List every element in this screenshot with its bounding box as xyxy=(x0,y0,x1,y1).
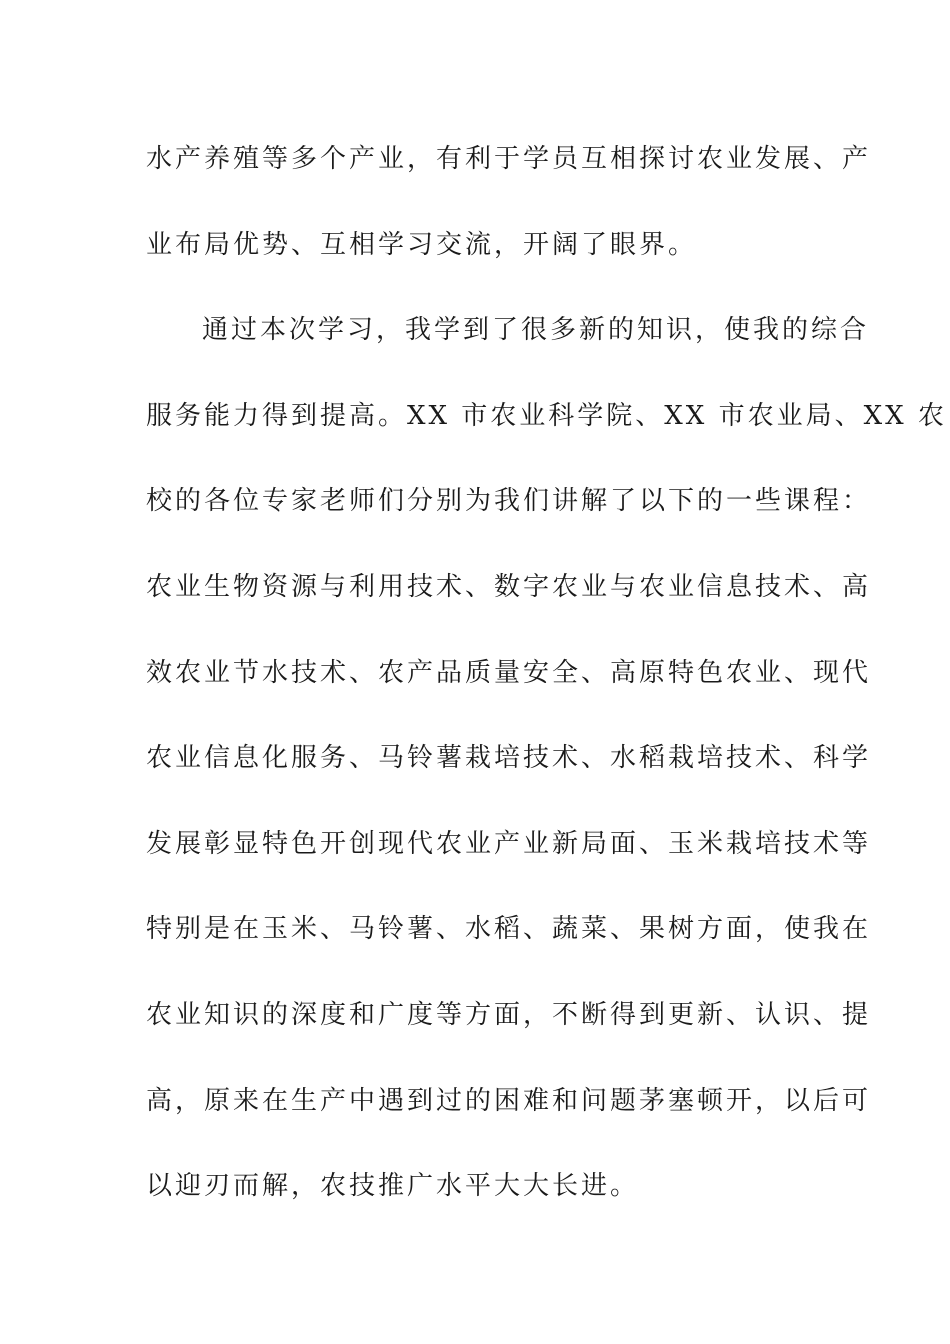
text-line: 服务能力得到提高。XX 市农业科学院、XX 市农业局、XX 农 xyxy=(146,400,947,431)
text-line: 高，原来在生产中遇到过的困难和问题茅塞顿开，以后可 xyxy=(146,1085,872,1116)
text-line: 水产养殖等多个产业，有利于学员互相探讨农业发展、产 xyxy=(146,144,872,174)
body-text xyxy=(146,134,947,1247)
text-line: 发展彰显特色开创现代农业产业新局面、玉米栽培技术等 xyxy=(146,828,872,859)
text-line: 特别是在玉米、马铃薯、水稻、蔬菜、果树方面，使我在 xyxy=(146,914,872,945)
text-line: 以迎刃而解，农技推广水平大大长进。 xyxy=(146,1171,640,1202)
text-line: 农业信息化服务、马铃薯栽培技术、水稻栽培技术、科学 xyxy=(146,743,872,774)
text-line: 效农业节水技术、农产品质量安全、高原特色农业、现代 xyxy=(146,657,872,688)
text-line: 农业生物资源与利用技术、数字农业与农业信息技术、高 xyxy=(146,571,872,602)
paragraph-start-line: 通过本次学习，我学到了很多新的知识，使我的综合 xyxy=(202,315,870,346)
text-line: 校的各位专家老师们分别为我们讲解了以下的一些课程： xyxy=(146,486,872,517)
text-line: 业布局优势、互相学习交流，开阔了眼界。 xyxy=(146,229,698,260)
text-line: 农业知识的深度和广度等方面，不断得到更新、认识、提 xyxy=(146,999,872,1030)
